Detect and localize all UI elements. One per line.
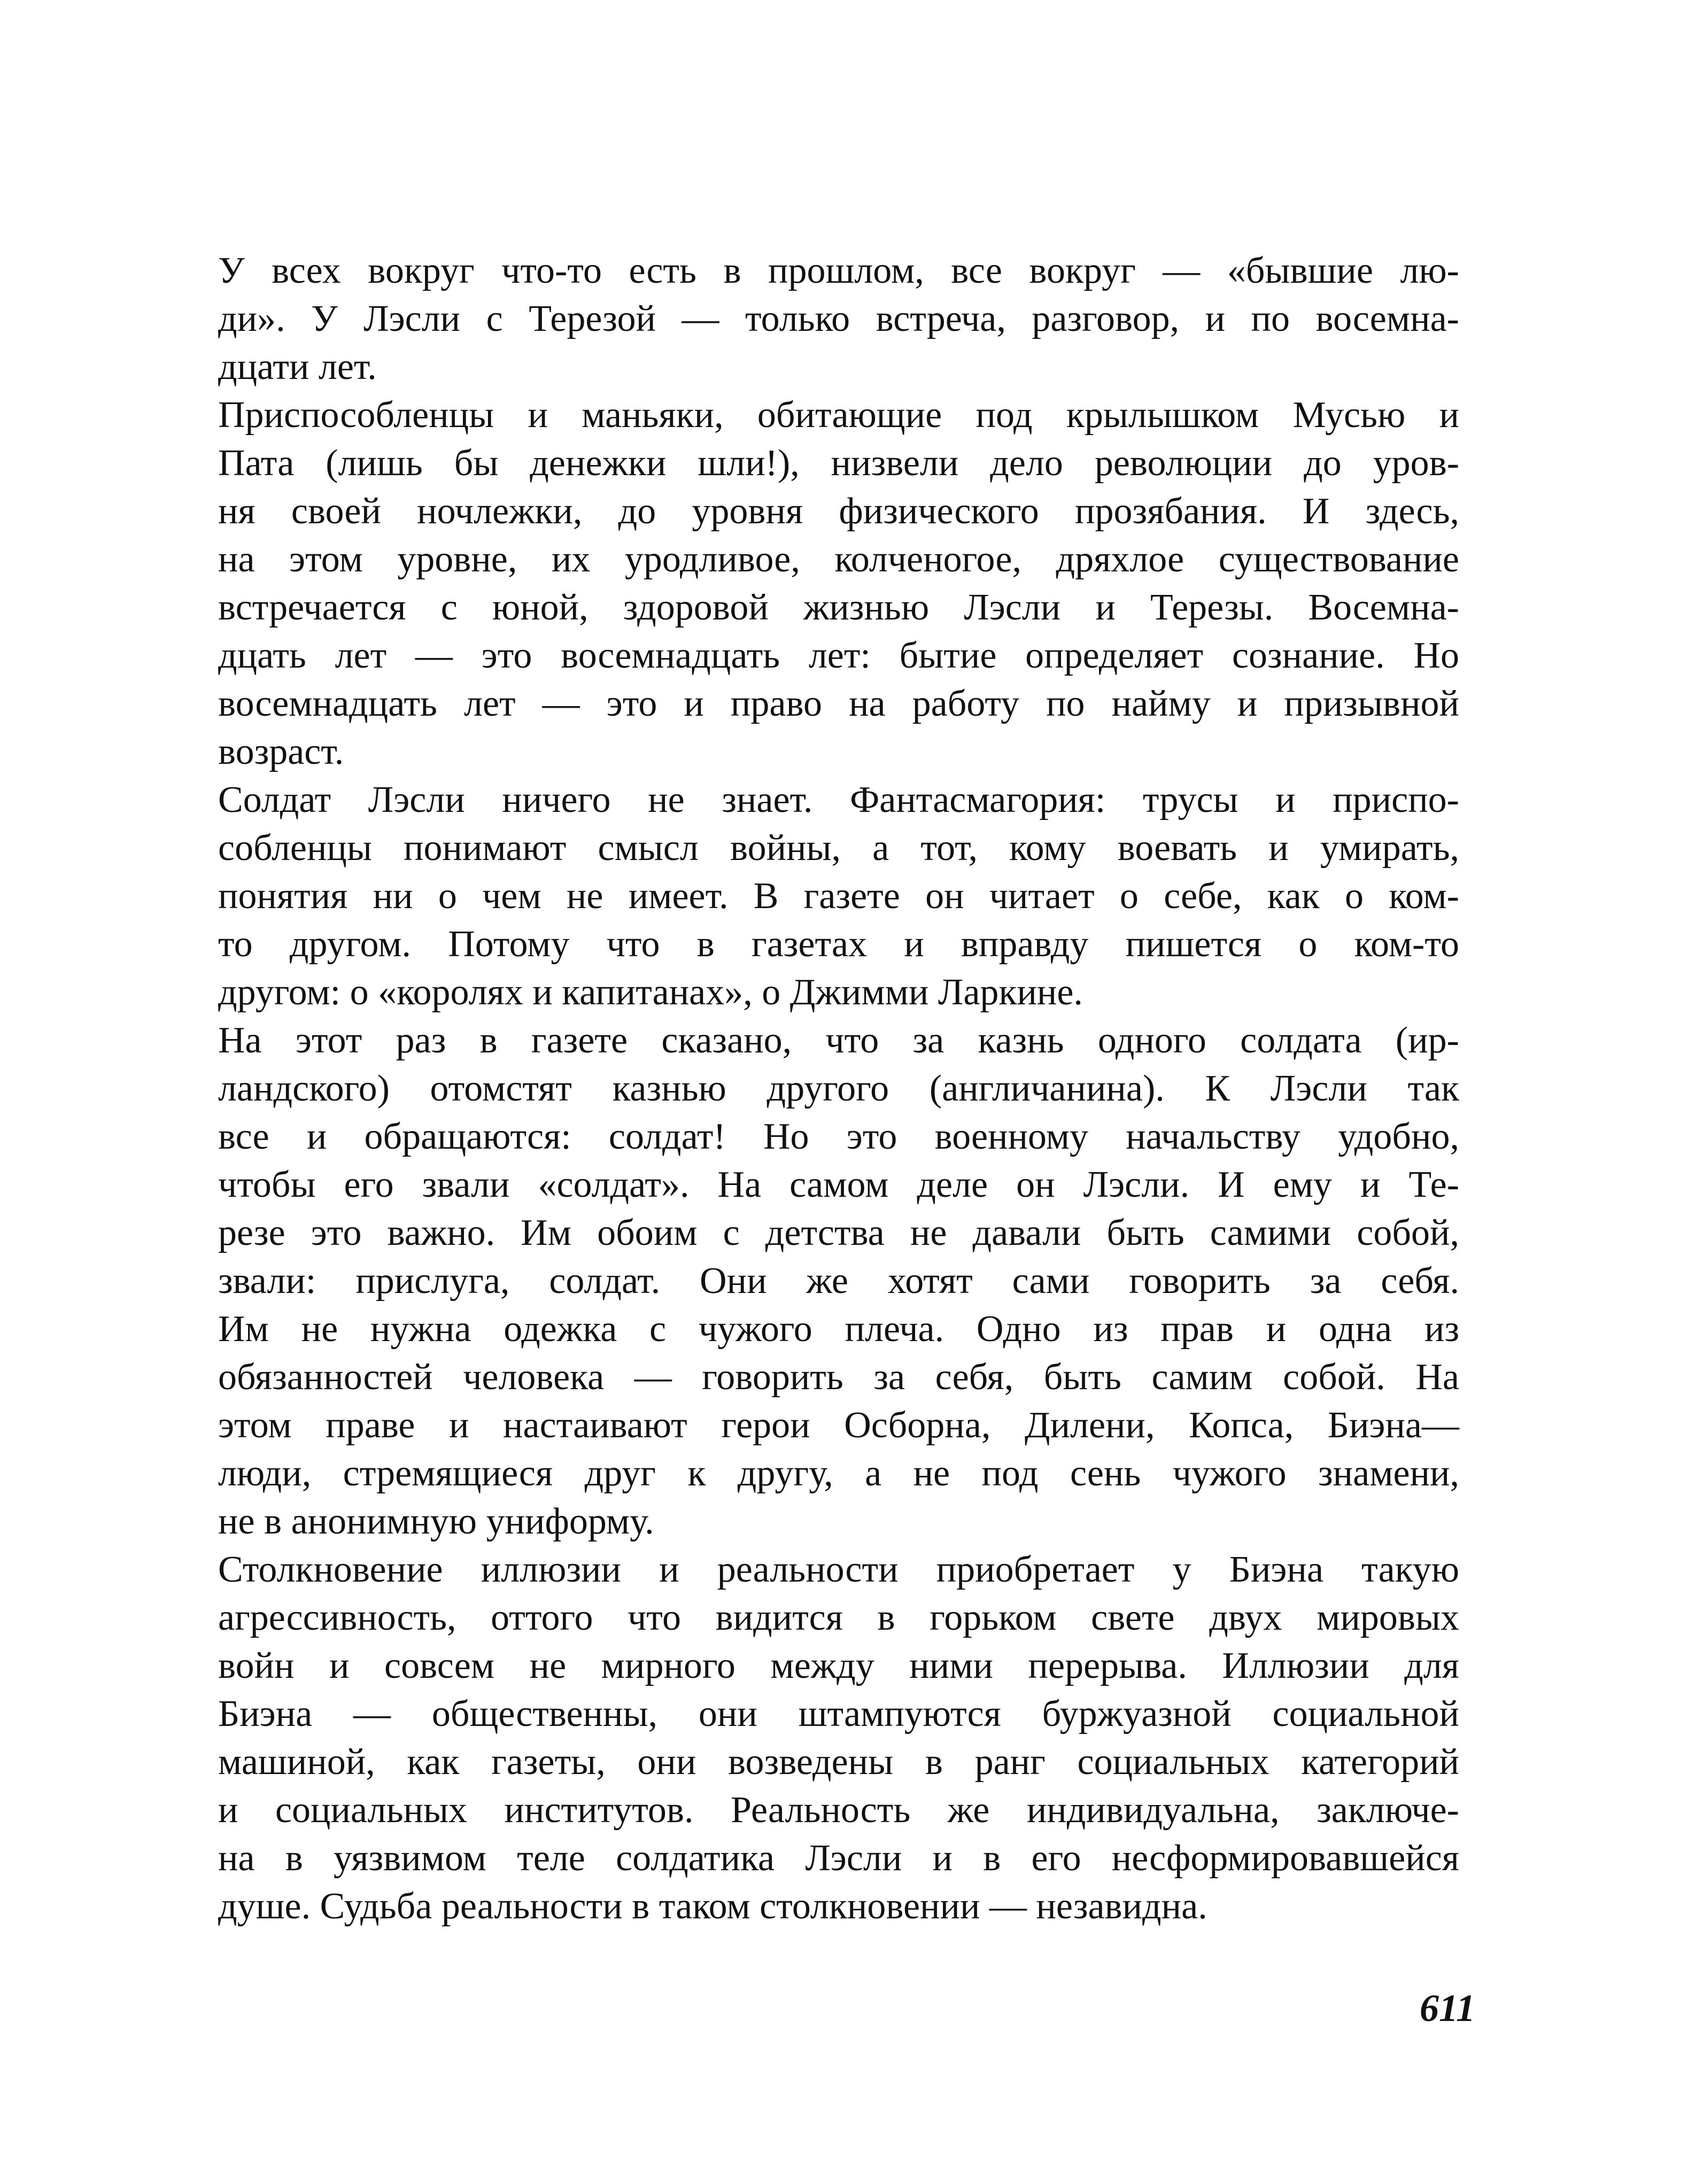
text-line: резе это важно. Им обоим с детства не давали быть самими собой, — [218, 1212, 1459, 1253]
page-number: 611 — [1419, 1987, 1475, 2030]
text-line: звали: прислуга, солдат. Они же хотят сами говорить за себя. — [218, 1260, 1459, 1302]
text-line: Пата (лишь бы денежки шли!), низвели дело революции до уров- — [218, 443, 1459, 484]
paragraph — [218, 1546, 1459, 1931]
text-line: понятия ни о чем не имеет. В газете он читает о себе, как о ком- — [218, 876, 1459, 917]
text-line: то другом. Потому что в газетах и вправду пишется о ком-то — [218, 924, 1459, 965]
text-line: дцати лет. — [218, 346, 377, 388]
text-line: люди, стремящиеся друг к другу, а не под сень чужого знамени, — [218, 1453, 1459, 1494]
text-line: машиной, как газеты, они возведены в ранг социальных категорий — [218, 1741, 1459, 1783]
text-line: Им не нужна одежка с чужого плеча. Одно из прав и одна из — [218, 1308, 1459, 1350]
text-line: Приспособленцы и маньяки, обитающие под крылышком Мусью и — [218, 394, 1459, 436]
text-line: агрессивность, оттого что видится в горьком свете двух мировых — [218, 1597, 1459, 1638]
paragraph — [218, 391, 1459, 776]
text-line: ня своей ночлежки, до уровня физического прозябания. И здесь, — [218, 491, 1459, 532]
text-line: все и обращаются: солдат! Но это военному начальству удобно, — [218, 1116, 1459, 1157]
text-line: обязанностей человека — говорить за себя, быть самим собой. На — [218, 1357, 1459, 1398]
text-line: не в анонимную униформу. — [218, 1501, 654, 1542]
text-line: и социальных институтов. Реальность же индивидуальна, заключе- — [218, 1790, 1459, 1831]
text-line: душе. Судьба реальности в таком столкновении — незавидна. — [218, 1886, 1207, 1927]
paragraph — [218, 247, 1459, 391]
text-line: другом: о «королях и капитанах», о Джимми Ларкине. — [218, 972, 1083, 1013]
text-line: собленцы понимают смысл войны, а тот, кому воевать и умирать, — [218, 827, 1459, 869]
text-line: У всех вокруг что-то есть в прошлом, все вокруг — «бывшие лю- — [218, 250, 1459, 291]
text-line: Столкновение иллюзии и реальности приобретает у Биэна такую — [218, 1549, 1459, 1590]
text-line: чтобы его звали «солдат». На самом деле он Лэсли. И ему и Те- — [218, 1164, 1459, 1205]
text-line: Биэна — общественны, они штампуются буржуазной социальной — [218, 1693, 1459, 1734]
text-line: на этом уровне, их уродливое, колченогое, дряхлое существование — [218, 539, 1459, 580]
text-line: на в уязвимом теле солдатика Лэсли и в его несформировавшейся — [218, 1838, 1459, 1879]
text-line: дцать лет — это восемнадцать лет: бытие определяет сознание. Но — [218, 635, 1459, 676]
text-line: восемнадцать лет — это и право на работу по найму и призывной — [218, 683, 1459, 724]
paragraph — [218, 1017, 1459, 1546]
paragraph — [218, 776, 1459, 1017]
text-line: этом праве и настаивают герои Осборна, Дилени, Копса, Биэна— — [218, 1405, 1459, 1446]
text-line: ландского) отомстят казнью другого (англичанина). К Лэсли так — [218, 1068, 1459, 1109]
text-line: ди». У Лэсли с Терезой — только встреча, разговор, и по восемна- — [218, 298, 1459, 339]
text-line: На этот раз в газете сказано, что за казнь одного солдата (ир- — [218, 1020, 1459, 1061]
text-line: войн и совсем не мирного между ними перерыва. Иллюзии для — [218, 1645, 1459, 1686]
body-text — [218, 247, 1459, 1931]
text-line: Солдат Лэсли ничего не знает. Фантасмагория: трусы и приспо- — [218, 779, 1459, 820]
text-line: возраст. — [218, 731, 344, 772]
text-line: встречается с юной, здоровой жизнью Лэсли и Терезы. Восемна- — [218, 587, 1459, 628]
